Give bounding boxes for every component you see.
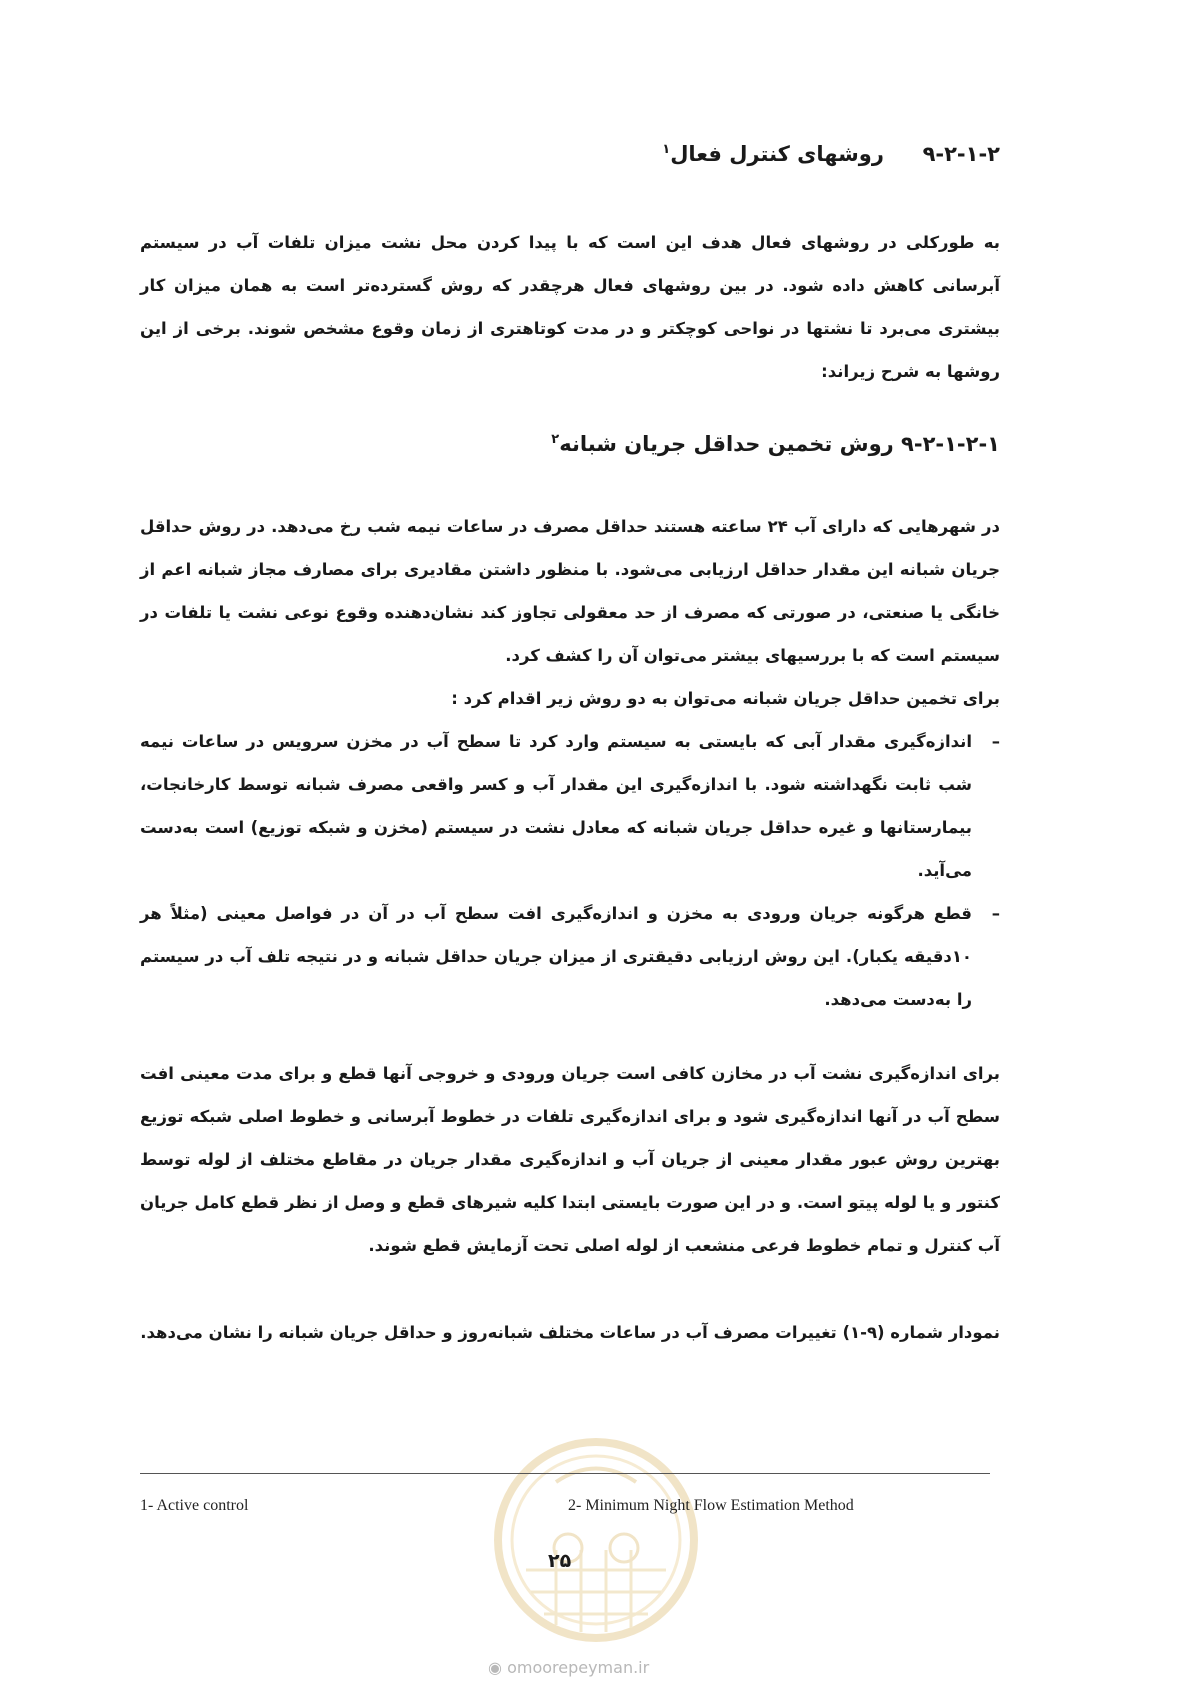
bullet-dash: – [991,904,1000,923]
list-item [140,720,1000,892]
section-number: ۹-۲-۱-۲-۱ [901,432,1000,456]
section-number: ۹-۲-۱-۲ [922,142,1000,166]
chart-reference-paragraph: نمودار شماره (۹-۱) تغییرات مصرف آب در ساعات مختلف شبانه‌روز و حداقل جریان شبانه را نشان می‌دهد. [140,1323,1000,1342]
reservoir-leak-paragraph: برای اندازه‌گیری نشت آب در مخازن کافی است جریان ورودی و خروجی آنها قطع و برای مدت معینی افت سطح آب در آنها اندازه‌گیری شود و برای اندازه‌گیری تلفات در خطوط آبرسانی و خطوط اصلی شبکه توزیع بهترین روش عبور مقدار معینی از جریان آب و اندازه‌گیری مقدار جریان در مقاطع مختلف از لوله توسط کنتور و یا لوله پیتو است. و در این صورت بایستی ابتدا کلیه شیرهای قطع و وصل از نظر قطع کامل جریان آب کنترل و تمام خطوط فرعی منشعب از لوله اصلی تحت آزمایش قطع شوند. [140,1064,1000,1255]
footnote-separator [140,1473,990,1474]
list-item-text: اندازه‌گیری مقدار آبی که بایستی به سیستم وارد کرد تا سطح آب در مخزن سرویس در ساعات نیمه شب ثابت نگهداشته شود. با اندازه‌گیری این مقدار آب و کسر واقعی مصرف شبانه توسط کارخانجات، بیمارستانها و غیره حداقل جریان شبانه که معادل نشت در سیستم (مخزن و شبکه توزیع) است به‌دست می‌آید. [140,732,972,880]
watermark-site-url [488,1658,649,1677]
footnote-1: 1- Active control [140,1497,249,1514]
list-item [140,892,1000,1021]
list-item-text: قطع هرگونه جریان ورودی به مخزن و اندازه‌گیری افت سطح آب در آن در فواصل معینی (مثلاً هر ۱۰دقیقه یکبار). این روش ارزیابی دقیقتری از میزان جریان حداقل شبانه و در نتیجه تلف آب در سیستم را به‌دست می‌دهد. [140,904,972,1009]
night-flow-paragraph: در شهرهایی که دارای آب ۲۴ ساعته هستند حداقل مصرف در ساعات نیمه شب رخ می‌دهد. در روش حداقل جریان شبانه این مقدار حداقل ارزیابی می‌شود. با منظور داشتن مقادیری برای مصارف مجاز شبانه اعم از خانگی یا صنعتی، در صورتی که مصرف از حد معقولی تجاوز کند نشان‌دهنده وقوع نوعی نشت یا تلفات در سیستم است که با بررسیهای بیشتر می‌توان آن را کشف کرد. [140,517,1000,665]
page-number: ۲۵ [548,1550,572,1572]
footnote-ref: ۱ [662,142,671,157]
methods-intro-paragraph: برای تخمین حداقل جریان شبانه می‌توان به دو روش زیر اقدام کرد : [451,689,1000,708]
footnote-2: 2- Minimum Night Flow Estimation Method [568,1497,854,1514]
intro-paragraph: به طورکلی در روشهای فعال هدف این است که با پیدا کردن محل نشت میزان تلفات آب در سیستم آبرسانی کاهش داده شود. در بین روشهای فعال هرچقدر که روش گسترده‌تر است به همان میزان کار بیشتری می‌برد تا نشتها در نواحی کوچکتر و در مدت کوتاهتری از زمان وقوع مشخص شوند. برخی از این روشها به شرح زیراند: [140,233,1000,381]
site-url-text: omoorepeyman.ir [507,1658,650,1677]
section-heading-minimum-night-flow [551,432,1000,456]
section-title: روش تخمین حداقل جریان شبانه [559,432,894,456]
section-title: روشهای کنترل فعال [670,142,884,166]
globe-icon: ◉ [488,1658,502,1677]
bullet-dash: – [991,732,1000,751]
methods-list [140,720,1000,1021]
footnote-ref: ۲ [551,432,560,447]
section-heading-active-control [662,142,1000,166]
watermark-logo [486,1420,706,1660]
